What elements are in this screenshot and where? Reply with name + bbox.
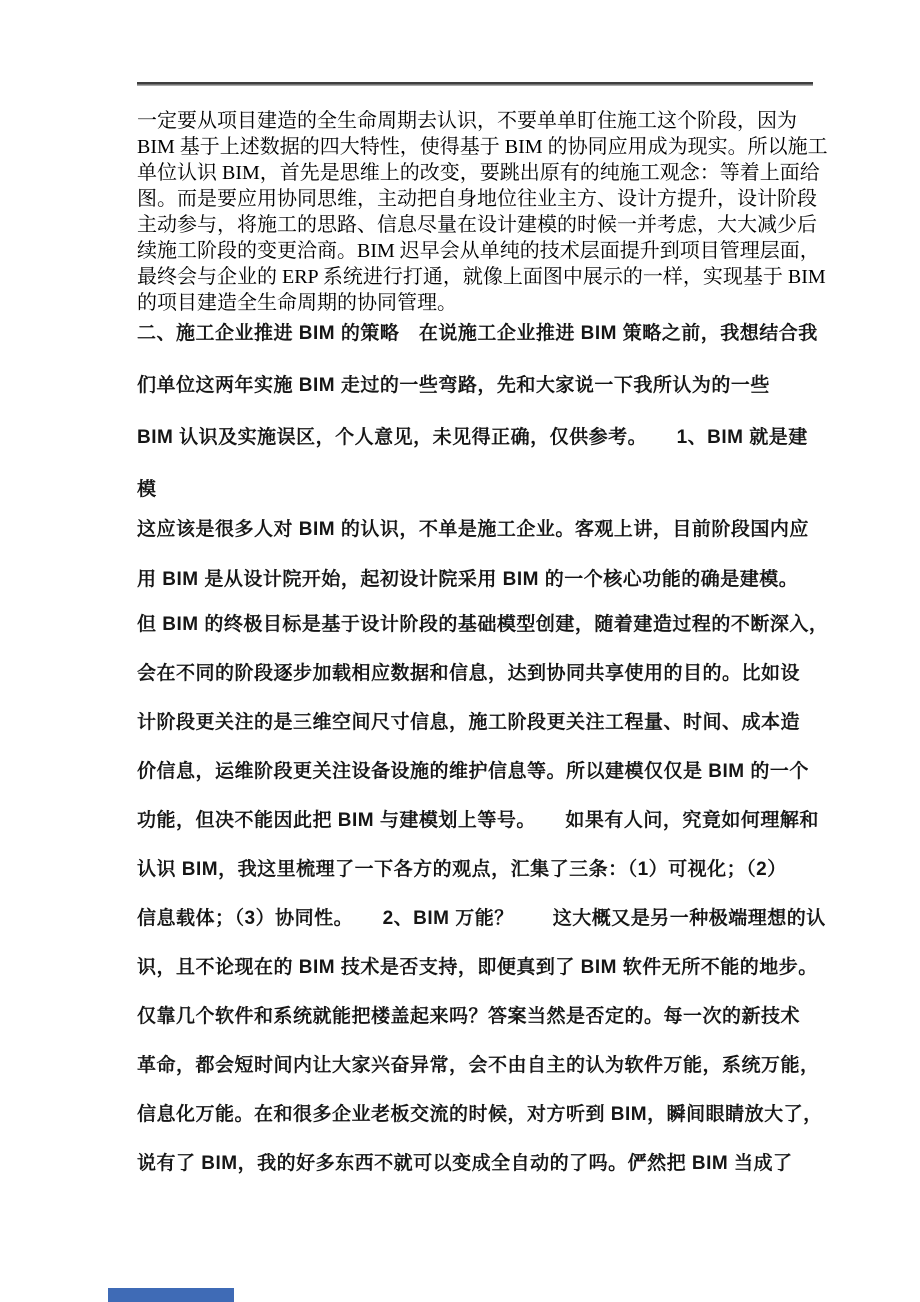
text-line: 但 BIM 的终极目标是基于设计阶段的基础模型创建，随着建造过程的不断深入， (137, 614, 829, 635)
text-line: 识，且不论现在的 BIM 技术是否支持，即便真到了 BIM 软件无所不能的地步。 (137, 957, 818, 978)
text-line: 革命，都会短时间内让大家兴奋异常，会不由自主的认为软件万能，系统万能， (137, 1055, 820, 1076)
text-line: 计阶段更关注的是三维空间尺寸信息，施工阶段更关注工程量、时间、成本造 (137, 712, 801, 733)
text-line: 最终会与企业的 ERP 系统进行打通，就像上面图中展示的一样，实现基于 BIM (137, 266, 826, 288)
paragraph-2 (137, 308, 819, 516)
horizontal-divider (137, 82, 813, 86)
text-line: 们单位这两年实施 BIM 走过的一些弯路，先和大家说一下我所认为的一些 (137, 375, 770, 396)
text-line: 说有了 BIM，我的好多东西不就可以变成全自动的了吗。俨然把 BIM 当成了 (137, 1153, 793, 1174)
text-line: 认识 BIM，我这里梳理了一下各方的观点，汇集了三条：（1）可视化；（2） (137, 859, 787, 880)
text-line: 一定要从项目建造的全生命周期去认识，不要单单盯住施工这个阶段，因为 (137, 110, 797, 132)
text-line: 单位认识 BIM，首先是思维上的改变，要跳出原有的纯施工观念：等着上面给 (137, 162, 820, 184)
text-line: 信息载体；（3）协同性。 2、BIM 万能？ 这大概又是另一种极端理想的认 (137, 908, 826, 929)
paragraph-1 (137, 108, 828, 316)
text-line: 价信息，运维阶段更关注设备设施的维护信息等。所以建模仅仅是 BIM 的一个 (137, 761, 809, 782)
text-line: BIM 基于上述数据的四大特性，使得基于 BIM 的协同应用成为现实。所以施工 (137, 136, 828, 158)
text-line: 的项目建造全生命周期的协同管理。 (137, 292, 457, 314)
text-line: 仅靠几个软件和系统就能把楼盖起来吗？答案当然是否定的。每一次的新技术 (137, 1006, 801, 1027)
text-line: 二、施工企业推进 BIM 的策略 在说施工企业推进 BIM 策略之前，我想结合我 (137, 323, 818, 344)
text-line: 会在不同的阶段逐步加载相应数据和信息，达到协同共享使用的目的。比如设 (137, 663, 801, 684)
bottom-blue-bar (108, 1288, 234, 1302)
text-line: 用 BIM 是从设计院开始，起初设计院采用 BIM 的一个核心功能的确是建模。 (137, 569, 799, 590)
text-line: 功能，但决不能因此把 BIM 与建模划上等号。 如果有人问，究竟如何理解和 (137, 810, 819, 831)
text-line: 主动参与，将施工的思路、信息尽量在设计建模的时候一并考虑，大大减少后 (137, 214, 817, 236)
paragraph-3 (137, 505, 819, 605)
text-line: BIM 认识及实施误区，个人意见，未见得正确，仅供参考。 1、BIM 就是建 (137, 427, 808, 448)
text-line: 模 (137, 479, 157, 500)
text-line: 这应该是很多人对 BIM 的认识，不单是施工企业。客观上讲，目前阶段国内应 (137, 519, 809, 540)
text-line: 信息化万能。在和很多企业老板交流的时候，对方听到 BIM，瞬间眼睛放大了， (137, 1104, 823, 1125)
text-line: 图。而是要应用协同思维，主动把自身地位往业主方、设计方提升，设计阶段 (137, 188, 817, 210)
text-line: 续施工阶段的变更洽商。BIM 迟早会从单纯的技术层面提升到项目管理层面， (137, 240, 820, 262)
paragraph-4 (137, 600, 829, 1188)
